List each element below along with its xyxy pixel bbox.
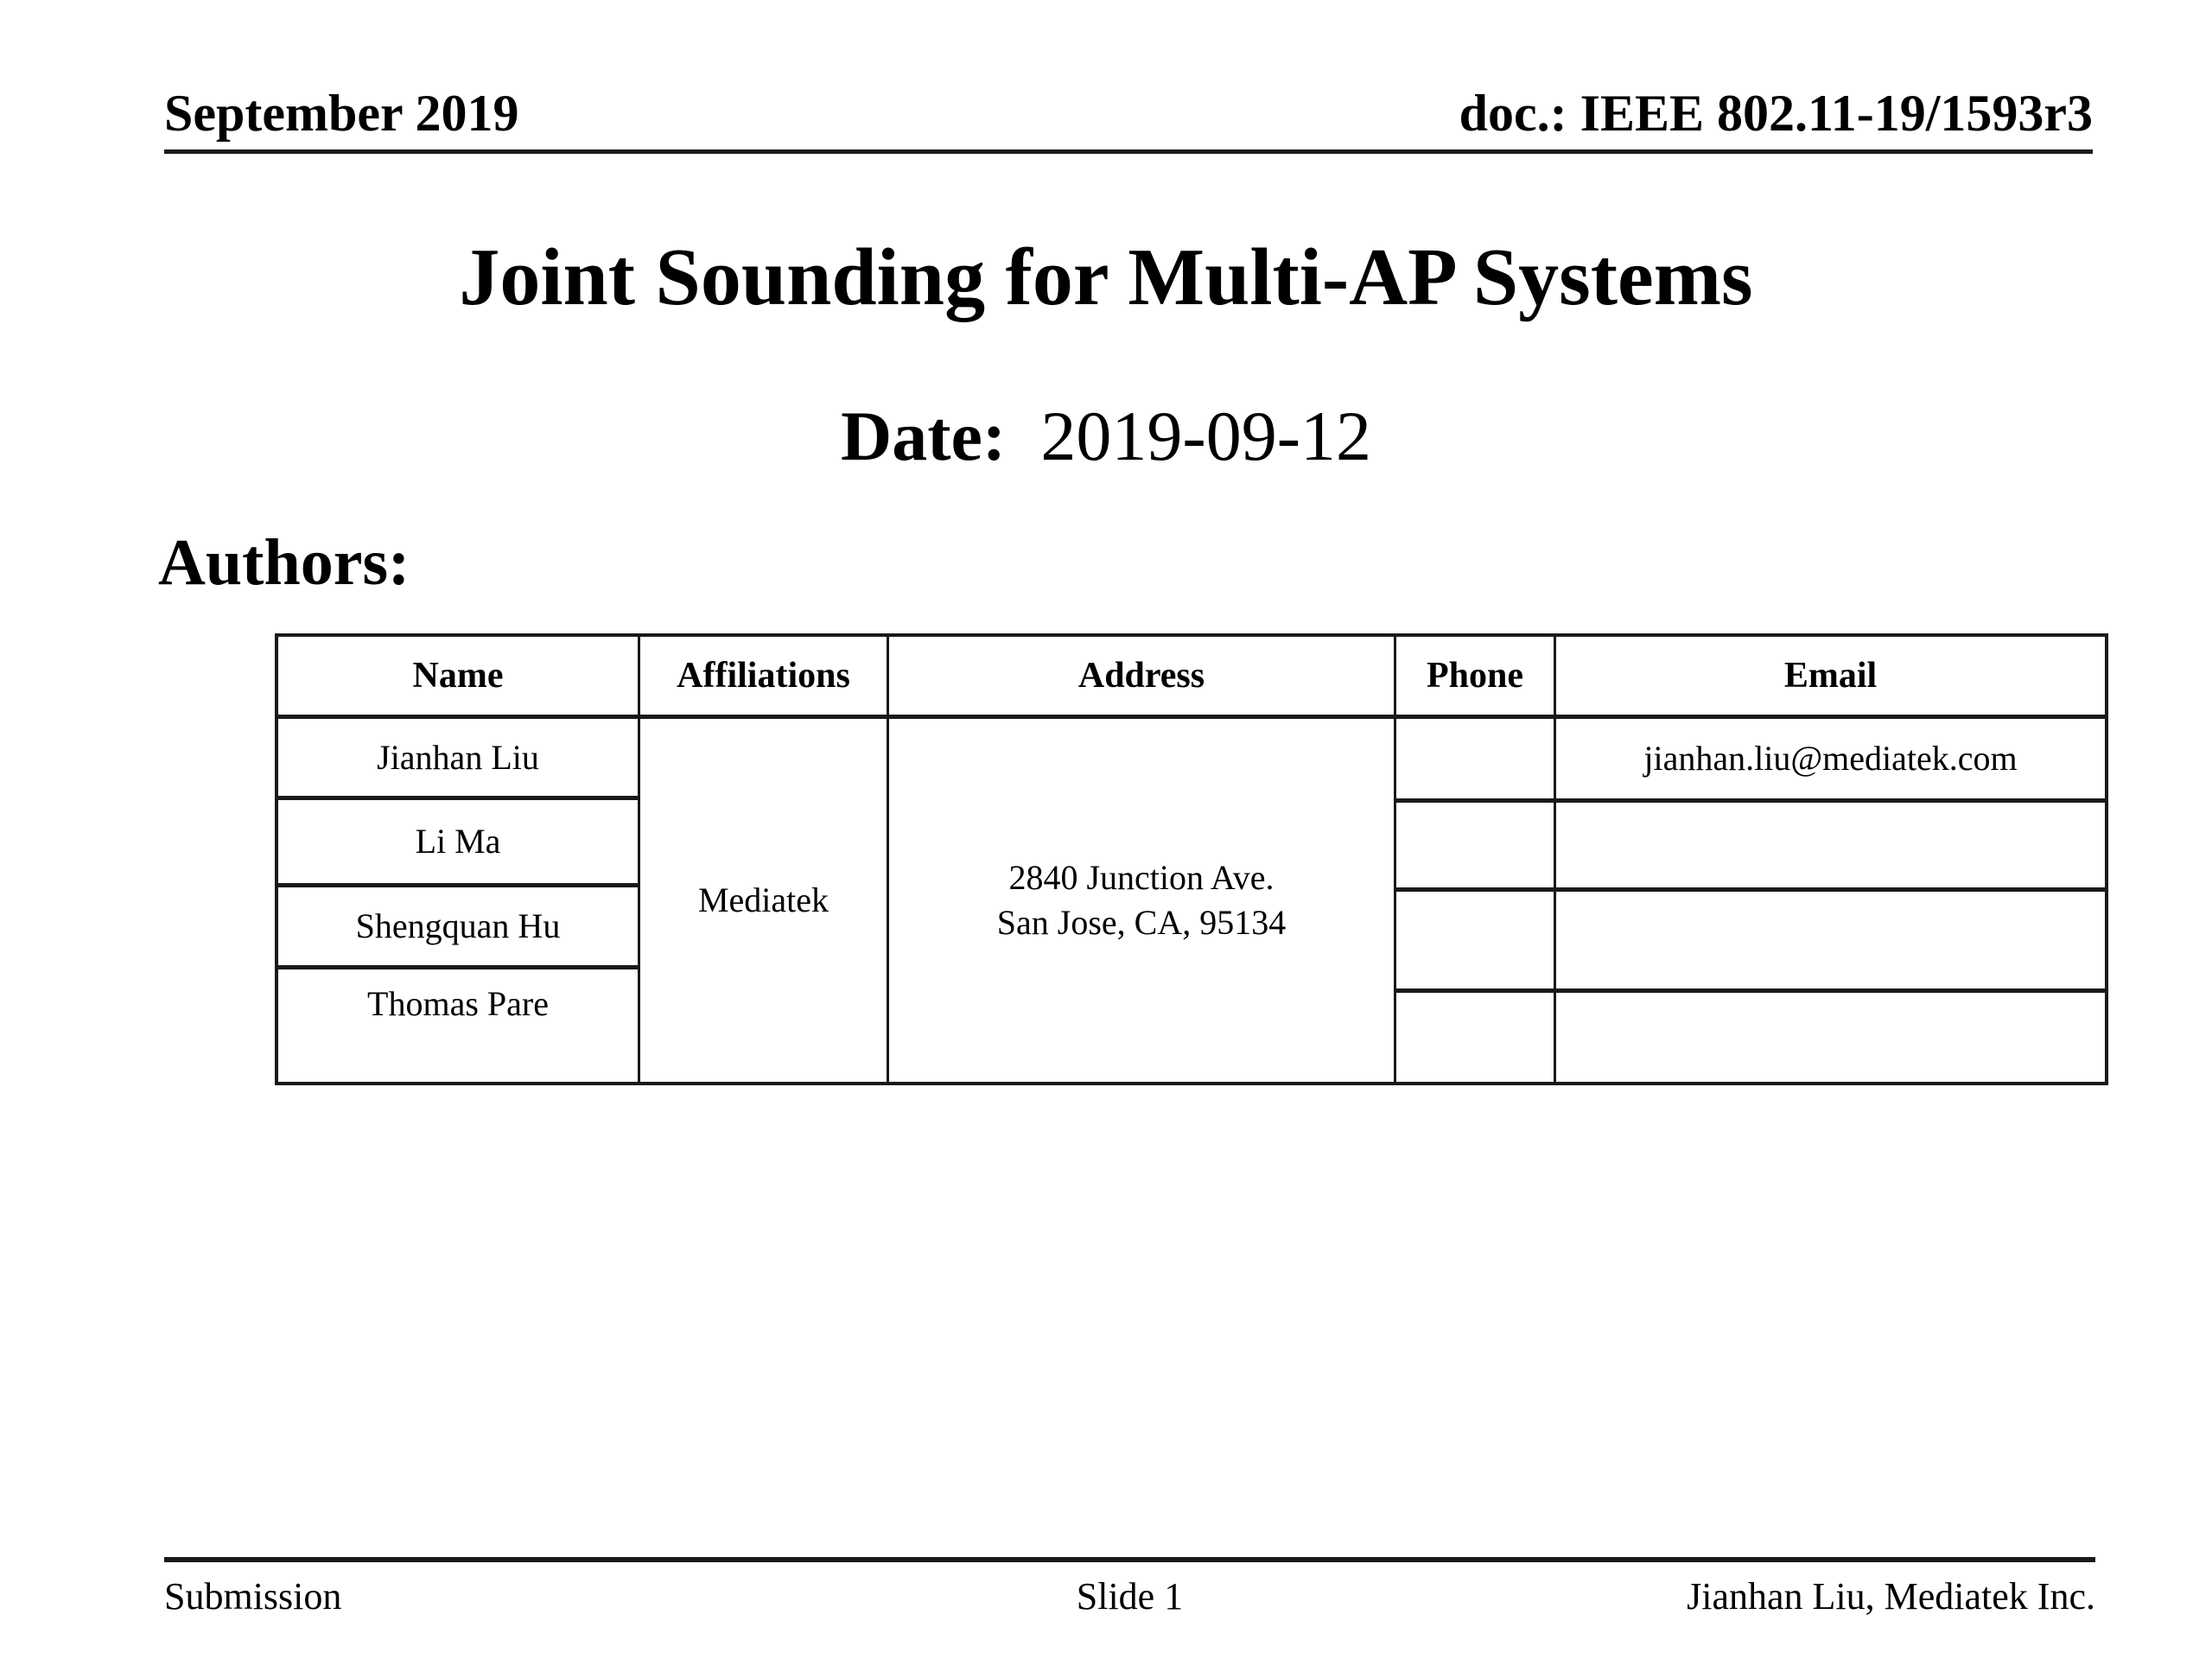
column-email [1554, 637, 2105, 1082]
name-cell: Li Ma [278, 800, 638, 887]
column-header-affiliations: Affiliations [640, 637, 887, 719]
date-value: 2019-09-12 [1040, 397, 1372, 475]
column-header-email: Email [1556, 637, 2105, 719]
header-date: September 2019 [164, 85, 519, 142]
email-cell [1556, 993, 2105, 1082]
authors-table [275, 633, 2108, 1085]
column-address [887, 637, 1394, 1082]
column-name [278, 637, 638, 1082]
phone-cell [1396, 892, 1554, 993]
email-cell [1556, 803, 2105, 892]
footer-submission: Submission [164, 1575, 342, 1618]
address-cell [889, 719, 1394, 1082]
page-footer [164, 1557, 2095, 1618]
address-line-2: San Jose, CA, 95134 [996, 903, 1287, 942]
footer-author: Jianhan Liu, Mediatek Inc. [1687, 1575, 2095, 1618]
column-header-phone: Phone [1396, 637, 1554, 719]
email-cell: jianhan.liu@mediatek.com [1556, 719, 2105, 803]
name-cell: Thomas Pare [367, 984, 549, 1023]
column-header-address: Address [889, 637, 1394, 719]
name-cell: Shengquan Hu [278, 887, 638, 969]
phone-cell [1396, 719, 1554, 803]
affiliation-cell: Mediatek [697, 880, 830, 919]
name-cell: Jianhan Liu [278, 719, 638, 800]
column-affiliations [638, 637, 887, 1082]
date-line [0, 399, 2212, 474]
footer-slide-number: Slide 1 [1076, 1575, 1184, 1618]
column-header-name: Name [278, 637, 638, 719]
date-label: Date: [840, 397, 1007, 475]
authors-heading: Authors: [158, 526, 410, 599]
column-phone [1394, 637, 1554, 1082]
phone-cell [1396, 803, 1554, 892]
email-cell [1556, 892, 2105, 993]
header-doc-number: doc.: IEEE 802.11-19/1593r3 [1459, 85, 2093, 142]
address-line-1: 2840 Junction Ave. [1008, 858, 1274, 897]
page-header [164, 86, 2093, 154]
slide-title: Joint Sounding for Multi-AP Systems [459, 232, 1753, 322]
phone-cell [1396, 993, 1554, 1082]
